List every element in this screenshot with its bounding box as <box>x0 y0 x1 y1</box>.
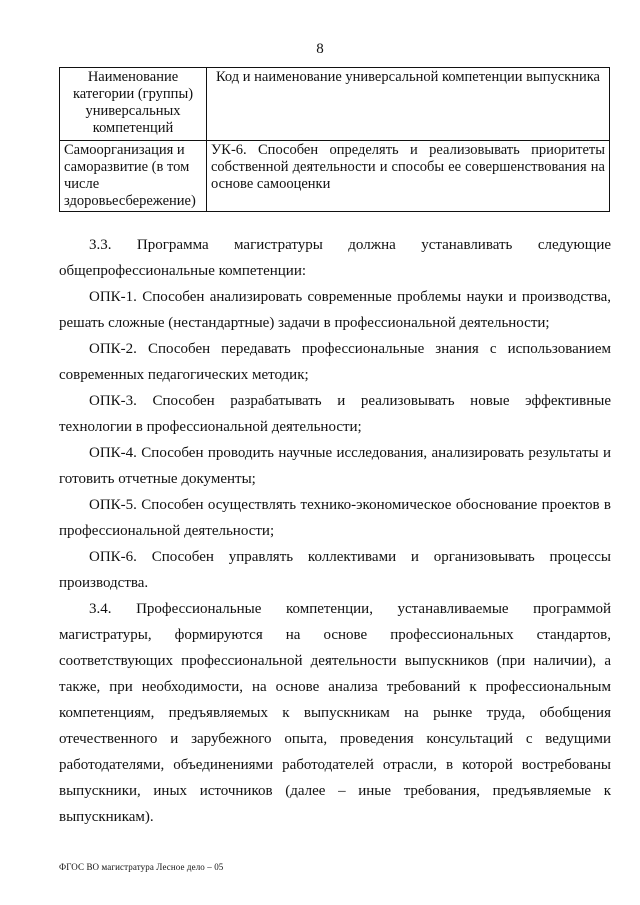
paragraph-3-4: 3.4. Профессиональные компетенции, устанавливаемые программой магистратуры, формируются на основе профессиональных стандартов, соответствующих профессиональной деятельности выпускников (при наличии), а также, при необходимости, на основе анализа требований к профессиональным компетенциям, предъявляемых к выпускникам на рынке труда, обобщения отечественного и зарубежного опыта, проведения консультаций с ведущими работодателями, объединениями работодателей отрасли, в которой востребованы выпускники, иных источников (далее – иные требования, предъявляемые к выпускникам). <box>59 601 611 825</box>
paragraph-3-3: 3.3. Программа магистратуры должна устанавливать следующие общепрофессиональные компетенции: <box>59 237 611 279</box>
table-header-competency: Код и наименование универсальной компетенции выпускника <box>207 68 610 141</box>
table-cell-competency: УК-6. Способен определять и реализовывать приоритеты собственной деятельности и способы ее совершенствования на основе самооценки <box>207 141 610 212</box>
paragraph-opk-1: ОПК-1. Способен анализировать современные проблемы науки и производства, решать сложные (нестандартные) задачи в профессиональной деятельности; <box>59 289 611 331</box>
paragraph-opk-6: ОПК-6. Способен управлять коллективами и организовывать процессы производства. <box>59 549 611 591</box>
table-row <box>60 141 610 212</box>
paragraph-opk-2: ОПК-2. Способен передавать профессиональные знания с использованием современных педагогических методик; <box>59 341 611 383</box>
paragraph-opk-3: ОПК-3. Способен разрабатывать и реализовывать новые эффективные технологии в профессиональной деятельности; <box>59 393 611 435</box>
table-header-row <box>60 68 610 141</box>
paragraph-opk-5: ОПК-5. Способен осуществлять технико-экономическое обоснование проектов в профессиональной деятельности; <box>59 497 611 539</box>
table-cell-category: Самоорганизация и саморазвитие (в том числе здоровьесбережение) <box>60 141 207 212</box>
competency-table <box>59 67 610 212</box>
paragraph-opk-4: ОПК-4. Способен проводить научные исследования, анализировать результаты и готовить отчетные документы; <box>59 445 611 487</box>
table-header-category: Наименование категории (группы) универсальных компетенций <box>60 68 207 141</box>
body-text <box>59 232 611 830</box>
page-footer: ФГОС ВО магистратура Лесное дело – 05 <box>59 862 224 872</box>
page-number: 8 <box>316 41 324 57</box>
